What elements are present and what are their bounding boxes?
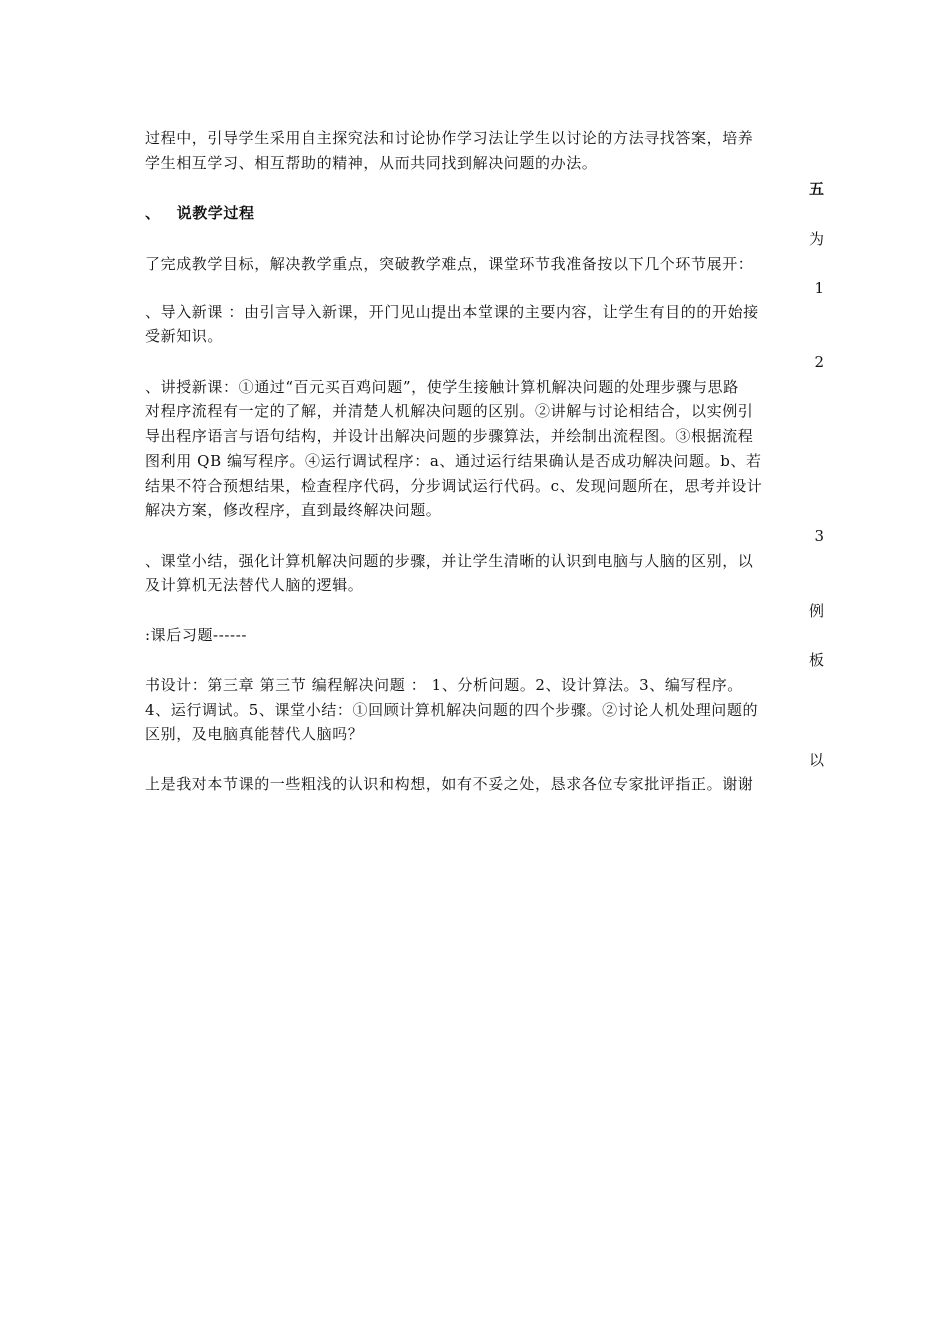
step2-line-4: 图利用 QB 编写程序。④运行调试程序：a、通过运行结果确认是否成功解决问题。b、若 — [145, 452, 762, 470]
section-heading-title: 说教学过程 — [176, 204, 255, 222]
process-intro-marker: 为 — [808, 230, 824, 248]
intro-line-2: 学生相互学习、相互帮助的精神，从而共同找到解决问题的办法。 — [145, 154, 598, 172]
board-marker: 板 — [808, 651, 824, 669]
step1-line-2: 受新知识。 — [145, 327, 224, 345]
step3-line-1: 、课堂小结，强化计算机解决问题的步骤，并让学生清晰的认识到电脑与人脑的区别，以 — [145, 552, 754, 570]
step3-line-2: 及计算机无法替代人脑的逻辑。 — [145, 576, 364, 594]
step3-marker: 3 — [814, 527, 824, 545]
process-intro-line-1: 了完成教学目标，解决教学重点，突破教学难点，课堂环节我准备按以下几个环节展开： — [145, 255, 754, 273]
section-heading — [145, 201, 825, 225]
example-marker: 例 — [808, 602, 824, 620]
step2-line-6: 解决方案，修改程序，直到最终解决问题。 — [145, 501, 442, 519]
board-line-2: 4、运行调试。5、课堂小结：①回顾计算机解决问题的四个步骤。②讨论人机处理问题的 — [145, 701, 759, 719]
step2-marker: 2 — [814, 353, 824, 371]
step2-line-5: 结果不符合预想结果，检查程序代码，分步调试运行代码。c、发现问题所在，思考并设计 — [145, 477, 763, 495]
example-line-1: :课后习题------ — [145, 626, 248, 644]
closing-line-1: 上是我对本节课的一些粗浅的认识和构想，如有不妥之处，恳求各位专家批评指正。谢谢 — [145, 775, 754, 793]
step2-line-1: 、讲授新课：①通过“百元买百鸡问题”，使学生接触计算机解决问题的处理步骤与思路 — [145, 378, 739, 396]
board-line-1: 书设计：第三章 第三节 编程解决问题 ： 1、分析问题。2、设计算法。3、编写程序。 — [145, 676, 743, 694]
board-line-3: 区别，及电脑真能替代人脑吗？ — [145, 725, 364, 743]
closing-marker: 以 — [808, 751, 824, 769]
intro-line-1: 过程中，引导学生采用自主探究法和讨论协作学习法让学生以讨论的方法寻找答案，培养 — [145, 129, 754, 147]
step2-line-3: 导出程序语言与语句结构，并设计出解决问题的步骤算法，并绘制出流程图。③根据流程 — [145, 427, 754, 445]
step2-line-2: 对程序流程有一定的了解，并清楚人机解决问题的区别。②讲解与讨论相结合，以实例引 — [145, 402, 754, 420]
section-number-marker: 五 — [808, 180, 824, 198]
step1-marker: 1 — [814, 279, 824, 297]
step1-line-1: 、导入新课 ：由引言导入新课，开门见山提出本堂课的主要内容，让学生有目的的开始接 — [145, 303, 759, 321]
section-heading-prefix: 、 — [145, 204, 161, 222]
